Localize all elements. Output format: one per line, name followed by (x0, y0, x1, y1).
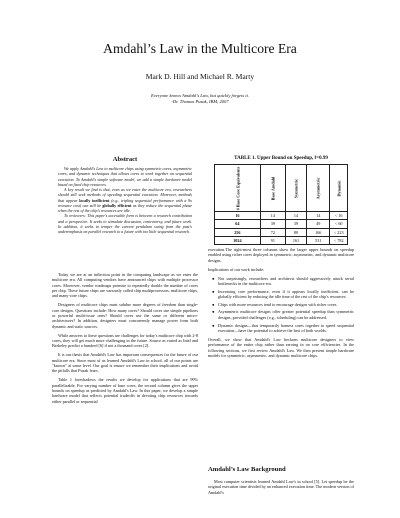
abstract-text: as they reduce the sequential phase when the rest of the chip's resources are idle. (58, 202, 192, 213)
body-paragraph: It is our thesis that Amdahl's Law has important consequences for the future of our multicore era. Since most of us learned Amdahl's Law in school, all of our points are "known" at some level. Our goal is ensure we remember their implications and avoid the pitfalls that Puzak fears. (52, 352, 198, 374)
abstract-reviewer-note: To reviewers: This paper's accessible form is between a research contribution and a perspective. It seeks to stimulate discussion, controversy, and future work. In addition, it seeks to temper the current pendulum swing from the past's underemphasis on parallel research to a future with too little sequential research. (58, 213, 192, 234)
abstract-heading: Abstract (112, 156, 138, 163)
bullet-icon: ● (212, 288, 215, 294)
table-cell: 39 (260, 220, 285, 228)
body-paragraph: While answers to these questions are challenges for today's multicore chip with 2-8 cores, they will get much more challenging in the future. Source as varied as Intel and Berkeley predict a hundred [6] if not a thousand cores [2]. (52, 332, 198, 349)
table-cell: 72 (260, 228, 285, 236)
paper-authors: Mark D. Hill and Michael R. Marty (145, 72, 255, 81)
table-row (215, 228, 348, 236)
table-cell: 14 (285, 212, 306, 220)
table-header-row (215, 165, 348, 212)
bullet-icon: ● (212, 301, 215, 307)
epigraph-attribution: -Dr. Thomas Puzak, IBM, 2007 (171, 99, 229, 104)
list-item-text: Asymmetric multicore designs offer greater potential speedup than symmetric designs, provided challenges (e.g., scheduling) can be addressed. (218, 309, 354, 320)
table-cell: < 223 (330, 228, 348, 236)
table-cell: 64 (215, 220, 261, 228)
table-cell: 16 (215, 212, 261, 220)
body-paragraph: execution.The right-most three columns show the larger upper bounds on speedup enabled using richer cores deployed in symmetric, asymmetric, and dynamic multicore designs. (208, 247, 354, 263)
table-cell: 166 (307, 228, 330, 236)
abstract-text: A key result we find is that, even as we enter the multicore era, researchers should still seek methods of speeding sequential execution. Moreover, methods that appear (58, 187, 192, 203)
abstract-emphasis: globally efficient (102, 202, 132, 208)
list-item (212, 309, 354, 320)
section-body (208, 479, 354, 495)
table-cell: 14 (260, 212, 285, 220)
bullet-icon: ● (212, 322, 215, 328)
list-item (212, 288, 354, 300)
abstract-text: (e.g., tripling sequential performance with a 9x resource cost) can still be (58, 197, 192, 208)
table-cell: 1024 (215, 236, 261, 244)
table-header-cell: Base Amdahl (260, 165, 285, 212)
section-heading: Amdahl’s Law Background (208, 466, 286, 473)
list-item-text: Dynamic designs—that temporarily harness cores together to speed sequential execution—have the potential to achieve the best of both worlds. (218, 322, 354, 333)
table-header-cell: Dynamic (330, 165, 348, 212)
speedup-table (214, 164, 348, 245)
body-paragraph: Designers of multicore chips must subdue more degrees of freedom than single-core designs. Questions include: How many cores? Should cores use simple pipelines or powerful multi-issue ones? Should cores use the same or different micro-architectures? In addition, designers must concurrently manage power from both dynamic and static sources. (52, 302, 198, 329)
bullet-icon: ● (212, 275, 215, 281)
intro-body (52, 272, 198, 408)
table-cell: 531 (307, 236, 330, 244)
abstract-emphasis: locally inefficient (79, 197, 110, 203)
list-item-text: Increasing core performance, even if it appears locally inefficient, can be globally efficient by reducing the idle time of the rest of the chip's resources. (218, 288, 354, 299)
table-cell: 39 (285, 220, 306, 228)
right-column-body (208, 247, 354, 362)
list-item (212, 301, 354, 307)
body-paragraph: Table 1 foreshadows the results we develop for applications that are 99% parallelizable. For varying number of base cores, the second column gives the upper bounds on speedup as predicted by Amdahl's Law. In this paper, we develop a simple hardware model that reflects potential tradeoffs in devoting chip resources towards either parallel or sequential (52, 377, 198, 404)
table-row (215, 220, 348, 228)
table-caption: TABLE 1. Upper Bound on Speedup, f=0.99 (234, 156, 328, 161)
table-cell: < 16 (330, 212, 348, 220)
implications-list (208, 276, 354, 334)
table-row (215, 236, 348, 244)
body-paragraph: Today we are at an inflection point in the computing landscape as we enter the multicore era. All computing vendors have announced chips with multiple processor cores. Moreover, vendor roadmaps promise to repeatedly double the number of cores per chip. These future chips are variously called chip multiprocessors, multicore chips, and many-core chips. (52, 272, 198, 299)
table-cell: < 782 (330, 236, 348, 244)
table-header-cell: Symmetric (285, 165, 306, 212)
list-item-text: Not surprisingly, researchers and architects should aggressively attack serial bottlenecks in the multicore era. (218, 275, 354, 286)
abstract-body (58, 166, 192, 234)
table-cell: < 60 (330, 220, 348, 228)
bullet-icon: ● (212, 309, 215, 315)
list-item (212, 275, 354, 287)
table-cell: 80 (285, 228, 306, 236)
table-cell: 91 (260, 236, 285, 244)
epigraph (0, 93, 400, 105)
list-item (212, 322, 354, 334)
table-cell: 256 (215, 228, 261, 236)
epigraph-quote: Everyone knows Amdahl's Law, but quickly forgets it. (151, 93, 249, 98)
list-item-text: Chips with more resources tend to encourage designs with richer cores. (218, 301, 338, 307)
abstract-paragraph: We apply Amdahl's Law to multicore chips using symmetric cores, asymmetric cores, and dynamic techniques that allows cores to work together on sequential execution. To Amdahl's simple software model, we add a simple hardware model based on fixed chip resources. (58, 166, 192, 187)
table-cell: 49 (307, 220, 330, 228)
body-paragraph: Implications of our work include: (208, 266, 265, 272)
body-paragraph: Overall, we show that Amdahl's Law beckons multicore designers to view performance of the entire chip rather than zeroing in on core efficiencies. In the following sections, we first review Amdahl's Law. We then present simple hardware models for symmetric, asymmetric, and dynamic multicore chips. (208, 336, 354, 358)
table-header-cell: Asymmetric (307, 165, 330, 212)
paper-title: Amdahl’s Law in the Multicore Era (103, 41, 297, 56)
table-header-cell: # Base Core Equivalents (215, 165, 261, 212)
table-cell: 14 (307, 212, 330, 220)
abstract-paragraph (58, 187, 192, 213)
table-row (215, 212, 348, 220)
table-cell: 161 (285, 236, 306, 244)
body-paragraph: Most computer scientists learned Amdahl Law's in school [5]. Let speedup be the original execution time divided by an enhanced execution time. The modern version of Amdahl's (208, 479, 354, 495)
